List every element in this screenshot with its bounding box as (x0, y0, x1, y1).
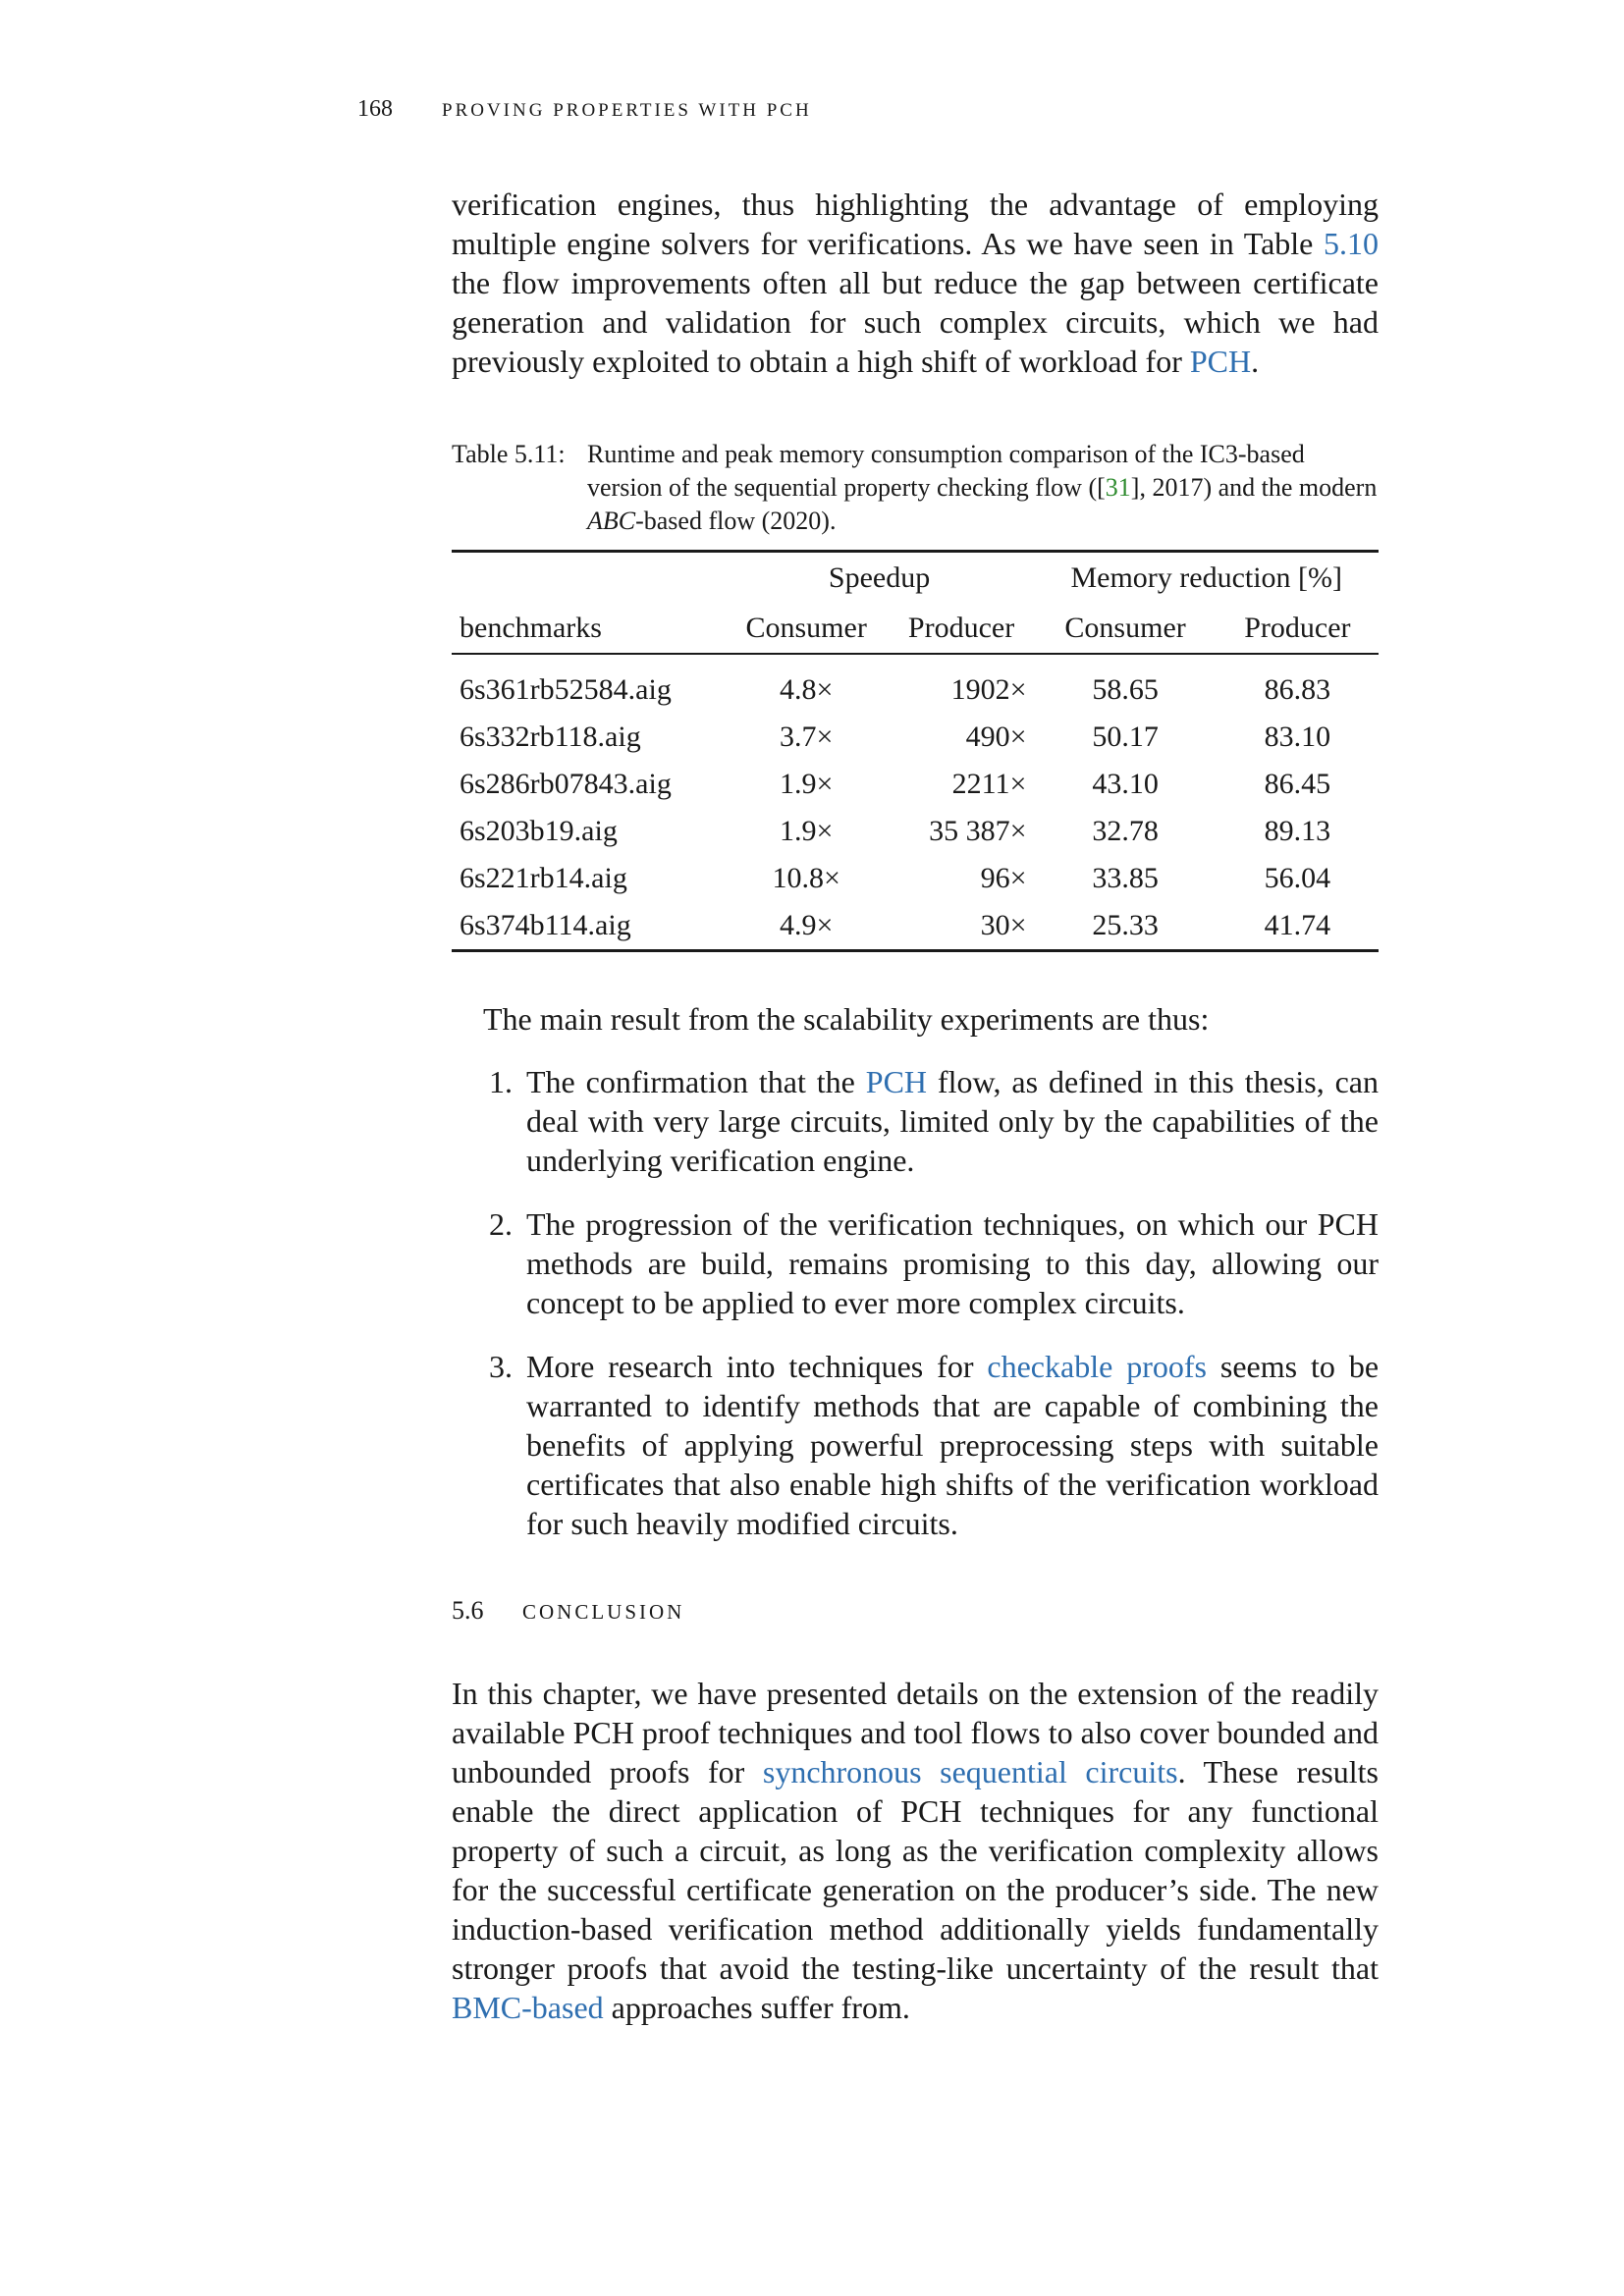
running-header (357, 96, 812, 123)
caption-text (587, 438, 1379, 538)
list-text: More research into techniques for (526, 1349, 988, 1384)
paragraph-text: verification engines, thus highlighting the advantage of employing multiple engine solvers for verifications. As we have seen in Table (452, 187, 1379, 261)
paragraph-conclusion (452, 1674, 1379, 2027)
empty-header-cell (452, 552, 725, 605)
paragraph-text: . (1251, 344, 1260, 379)
list-text: The confirmation that the (526, 1064, 866, 1099)
results-intro: The main result from the scalability experiments are thus: (483, 1001, 1210, 1037)
col-speedup-consumer: Consumer (745, 612, 867, 644)
speedup-producer: 96× (980, 862, 1027, 894)
benchmark-name: 6s221rb14.aig (460, 862, 627, 894)
speedup-producer: 30× (980, 909, 1027, 941)
paragraph-text: approaches suffer from. (603, 1990, 910, 2025)
memory-consumer: 33.85 (1092, 862, 1159, 894)
paragraph-text: In this chapter, we have presented details on the extension of the readily available PCH proof techniques and tool flows to also cover bounded and unbounded proofs for (452, 1676, 1379, 1789)
list-item (452, 1204, 1379, 1322)
results-list (452, 1062, 1379, 1568)
memory-consumer: 58.65 (1092, 673, 1159, 706)
speedup-producer: 35 387× (929, 815, 1027, 847)
benchmark-name: 6s286rb07843.aig (460, 768, 672, 800)
checkable-proofs-link[interactable]: checkable proofs (987, 1349, 1207, 1384)
citation-link[interactable]: 31 (1105, 473, 1131, 502)
paragraph-conclusion-text (452, 1674, 1379, 2027)
paragraph-intro-text (452, 185, 1379, 381)
paragraph-text: . These results enable the direct application of PCH techniques for any functional property of such a circuit, as long as the verification complexity allows for the successful certificate generation on the producer’s side. The new induction-based verification method additionally yields fundamentally stronger proofs that avoid the testing-like uncertainty of the result that (452, 1754, 1380, 1986)
memory-producer: 89.13 (1264, 815, 1331, 847)
memory-producer: 86.83 (1264, 673, 1331, 706)
table-row (452, 667, 1379, 714)
caption-text-part: ], 2017) and the modern (1130, 473, 1378, 502)
speedup-producer: 1902× (950, 673, 1027, 706)
caption-label: Table 5.11: (452, 440, 566, 468)
speedup-consumer: 4.9× (779, 909, 834, 941)
col-memory-producer: Producer (1244, 612, 1351, 644)
memory-producer: 56.04 (1264, 862, 1331, 894)
section-number: 5.6 (452, 1596, 484, 1625)
table-ref-link[interactable]: 5.10 (1324, 226, 1379, 261)
memory-producer: 83.10 (1264, 721, 1331, 753)
list-text: seems to be warranted to identify methods that are capable of combining the benefits of applying powerful preprocessing steps with suitable certificates that also enable high shifts of the verification workload for such heavily modified circuits. (526, 1349, 1380, 1541)
table-row (452, 808, 1379, 855)
speedup-consumer: 10.8× (772, 862, 840, 894)
speedup-consumer: 4.8× (779, 673, 834, 706)
results-table (452, 550, 1379, 952)
pch-link[interactable]: PCH (865, 1064, 928, 1099)
speedup-consumer: 3.7× (779, 721, 834, 753)
speedup-consumer: 1.9× (779, 815, 834, 847)
table-row (452, 902, 1379, 951)
running-title: PROVING PROPERTIES WITH PCH (442, 100, 812, 121)
list-text: flow, as defined in this thesis, can deal with very large circuits, limited only by the capabilities of the underlying verification engine. (526, 1064, 1380, 1178)
paragraph-intro (452, 185, 1379, 381)
speedup-producer: 490× (965, 721, 1027, 753)
list-number: 3. (489, 1349, 513, 1384)
paragraph-text: the flow improvements often all but reduce the gap between certificate generation and validation for such complex circuits, which we had previously exploited to obtain a high shift of workload for (452, 265, 1379, 379)
page-number: 168 (357, 96, 393, 122)
memory-consumer: 43.10 (1092, 768, 1159, 800)
speedup-producer: 2211× (951, 768, 1027, 800)
caption-abc: ABC (587, 507, 636, 535)
caption-text-part: -based flow (2020). (635, 507, 837, 535)
table-row (452, 761, 1379, 808)
list-number: 1. (489, 1064, 513, 1099)
col-benchmarks: benchmarks (460, 612, 602, 644)
pch-link[interactable]: PCH (1189, 344, 1252, 379)
table-caption (452, 438, 1379, 538)
memory-producer: 86.45 (1264, 768, 1331, 800)
section-heading (452, 1596, 684, 1626)
section-title: CONCLUSION (522, 1600, 685, 1624)
list-item (452, 1062, 1379, 1180)
list-item (452, 1347, 1379, 1543)
list-number: 2. (489, 1206, 513, 1242)
list-text: The progression of the verification techniques, on which our PCH methods are build, remains promising to this day, allowing our concept to be applied to ever more complex circuits. (526, 1206, 1379, 1320)
table-row (452, 714, 1379, 761)
speedup-group-header: Speedup (828, 561, 931, 594)
benchmark-name: 6s361rb52584.aig (460, 673, 672, 706)
memory-consumer: 25.33 (1092, 909, 1159, 941)
table-spacer (452, 654, 1379, 667)
memory-consumer: 50.17 (1092, 721, 1159, 753)
benchmark-name: 6s332rb118.aig (460, 721, 641, 753)
memory-consumer: 32.78 (1092, 815, 1159, 847)
col-speedup-producer: Producer (907, 612, 1015, 644)
ssc-link[interactable]: synchronous sequential circuits (762, 1754, 1178, 1789)
benchmark-name: 6s374b114.aig (460, 909, 631, 941)
table-column-header (452, 604, 1379, 654)
benchmark-name: 6s203b19.aig (460, 815, 618, 847)
table-group-header (452, 552, 1379, 605)
speedup-consumer: 1.9× (779, 768, 834, 800)
bmc-link[interactable]: BMC-based (452, 1990, 604, 2025)
table-row (452, 855, 1379, 902)
caption-text-part: Runtime and peak memory consumption comparison of the IC3-based version of the sequential property checking flow ([ (587, 440, 1305, 502)
memory-group-header: Memory reduction [%] (1070, 561, 1343, 594)
memory-producer: 41.74 (1264, 909, 1331, 941)
col-memory-consumer: Consumer (1064, 612, 1186, 644)
spacer-cell (452, 654, 1379, 667)
